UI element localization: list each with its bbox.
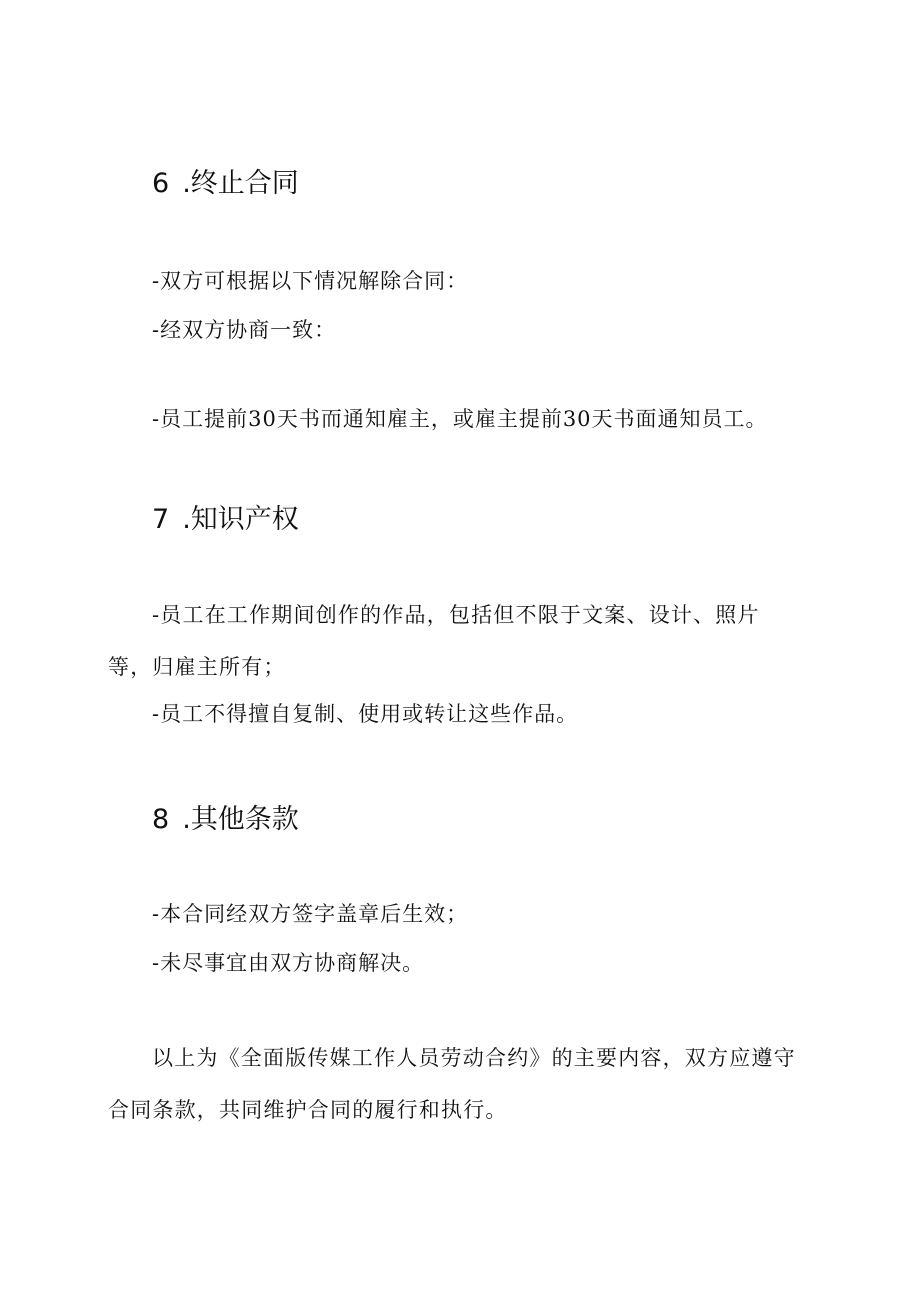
section-8-item-1: -本合同经双方签字盖章后生效；: [152, 902, 469, 926]
section-8-title: .其他条款: [182, 804, 299, 835]
closing-paragraph: 以上为《全面版传媒工作人员劳动合约》的主要内容，双方应遵守合同条款，共同维护合同的履行和执行。: [108, 1046, 796, 1122]
section-6-item-2: -经双方协商一致：: [152, 318, 337, 342]
section-6-item-1: -双方可根据以下情况解除合同：: [152, 269, 469, 293]
section-8-number: 8: [152, 804, 170, 835]
section-8-item-2: -未尽事宜由双方协商解决。: [152, 951, 425, 975]
section-7-number: 7: [152, 504, 170, 535]
section-6-heading: [152, 167, 299, 201]
section-7-item-1: -员工在工作期间创作的作品，包括但不限于文案、设计、照片等，归雇主所有；: [108, 603, 760, 679]
section-6-item-3: -员工提前30天书而通知雇主，或雇主提前30天书面通知员工。: [152, 407, 768, 431]
section-7-title: .知识产权: [182, 504, 299, 535]
section-8-heading: [152, 803, 299, 837]
section-7-item-2: -员工不得擅自复制、使用或转让这些作品。: [152, 702, 579, 726]
section-6-title: .终止合同: [182, 168, 299, 199]
section-7-heading: [152, 503, 299, 537]
section-6-number: 6: [152, 168, 170, 199]
